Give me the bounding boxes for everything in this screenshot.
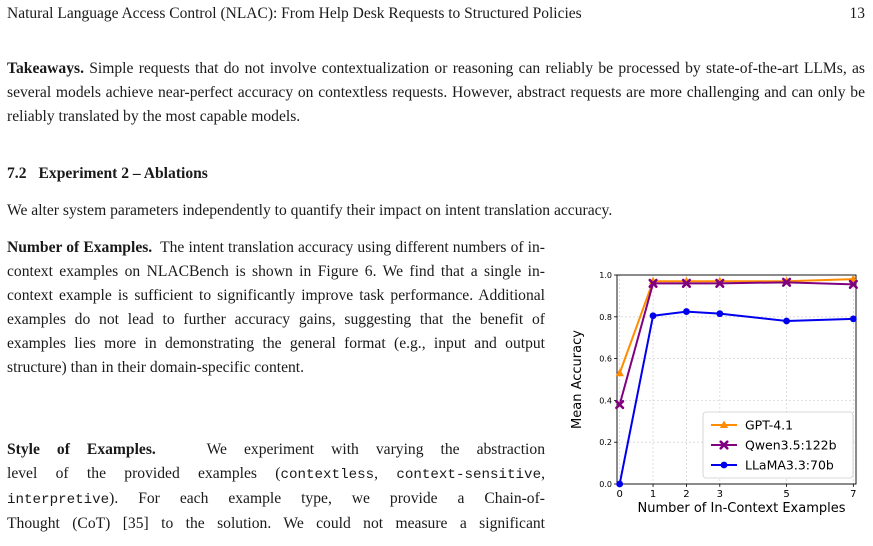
data-point-llama3-3-70b xyxy=(650,312,657,319)
style-lead: Style of Examples. xyxy=(7,441,156,458)
running-header xyxy=(7,5,865,25)
section-heading xyxy=(7,165,208,183)
running-title: Natural Language Access Control (NLAC): From Help Desk Requests to Structured Policies xyxy=(7,5,582,22)
y-tick-label: 1.0 xyxy=(599,271,612,280)
legend-label-gpt-4-1: GPT-4.1 xyxy=(745,417,794,433)
legend-marker-llama3-3-70b xyxy=(721,462,728,469)
section-title: Experiment 2 – Ablations xyxy=(38,165,208,182)
intro-paragraph: We alter system parameters independently to quantify their impact on intent translation accuracy. xyxy=(7,202,613,219)
data-point-llama3-3-70b xyxy=(683,308,690,315)
style-line3-text: ). For each example type, we provide a Chain-of- xyxy=(109,490,545,507)
data-point-llama3-3-70b xyxy=(616,481,623,488)
page-number: 13 xyxy=(849,5,865,22)
chart-legend xyxy=(703,412,853,478)
y-tick-label: 0.6 xyxy=(599,354,612,364)
style-paragraph xyxy=(7,438,545,536)
style-sep: , xyxy=(374,465,397,482)
legend-label-qwen3-5-122b: Qwen3.5:122b xyxy=(745,437,837,453)
style-line-2 xyxy=(7,462,545,487)
x-tick-label: 0 xyxy=(616,489,623,500)
x-tick-label: 3 xyxy=(716,489,723,500)
takeaways-paragraph xyxy=(7,57,865,129)
y-axis-label: Mean Accuracy xyxy=(570,330,585,429)
section-number: 7.2 xyxy=(7,165,27,182)
examples-lead: Number of Examples. xyxy=(7,239,153,256)
chart-axes xyxy=(570,271,857,516)
examples-paragraph xyxy=(7,236,545,380)
x-tick-label: 5 xyxy=(783,489,790,500)
code-interpretive: interpretive xyxy=(7,492,110,508)
style-line4-text: Thought (CoT) [35] to the solution. We could not measure a significant xyxy=(7,515,545,532)
data-point-llama3-3-70b xyxy=(716,310,723,317)
legend-label-llama3-3-70b: LLaMA3.3:70b xyxy=(745,457,834,473)
style-line-3 xyxy=(7,487,545,512)
data-point-llama3-3-70b xyxy=(783,318,790,325)
takeaways-text: Simple requests that do not involve contextualization or reasoning can reliably be processed by state-of-the-art LLMs, as several models achieve near-perfect accuracy on contextless requests. However, abstract requests are more challenging and can only be reliably translated by the most capable models. xyxy=(7,60,865,125)
takeaways-lead: Takeaways. xyxy=(7,60,84,77)
series-line-qwen3-5-122b xyxy=(620,282,854,404)
code-context-sensitive: context-sensitive xyxy=(396,467,542,483)
data-point-llama3-3-70b xyxy=(850,315,857,322)
style-line2-text: level of the provided examples ( xyxy=(7,465,281,482)
style-comma: , xyxy=(541,465,545,482)
x-tick-label: 2 xyxy=(683,489,690,500)
x-tick-label: 7 xyxy=(850,489,857,500)
y-tick-label: 0.2 xyxy=(599,438,612,448)
x-tick-label: 1 xyxy=(649,489,657,500)
x-axis-label: Number of In-Context Examples xyxy=(637,501,846,516)
code-contextless: contextless xyxy=(280,467,375,483)
y-tick-label: 0.0 xyxy=(599,480,612,489)
style-line-1 xyxy=(7,438,545,462)
style-line1-text: We experiment with varying the abstraction xyxy=(206,441,545,458)
y-tick-label: 0.8 xyxy=(599,312,612,322)
style-line-4 xyxy=(7,512,545,536)
y-tick-label: 0.4 xyxy=(599,396,612,406)
series-line-gpt-4-1 xyxy=(620,279,854,373)
examples-text: The intent translation accuracy using different numbers of in-context examples on NLACBench is shown in Figure 6. We find that a single in-context example is sufficient to significantly improve task performance. Additional examples do not lead to further accuracy gains, suggesting that the benefit of examples lies more in demonstrating the general format (e.g., input and output structure) than in their domain-specific content. xyxy=(7,239,545,376)
accuracy-line-chart xyxy=(562,258,862,520)
